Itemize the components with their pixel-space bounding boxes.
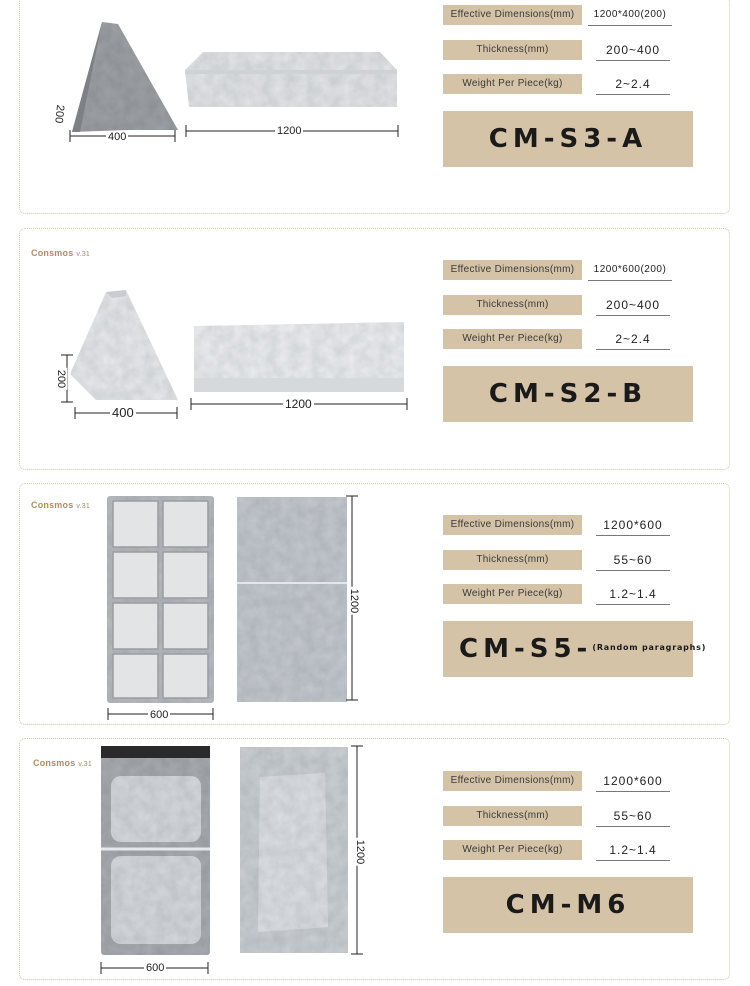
spec-value: 200~400 — [596, 295, 670, 316]
dim-label: 1200 — [348, 588, 361, 614]
brand-tag: v.31 — [78, 761, 92, 768]
spec-value: 1.2~1.4 — [596, 584, 670, 605]
spec-label: Weight Per Piece(kg) — [443, 840, 582, 860]
dim-label: 200 — [55, 369, 68, 389]
brand-name: Consmos — [33, 758, 76, 768]
model-note: (Random paragraphs) — [592, 642, 707, 652]
brand-tag: v.31 — [76, 503, 90, 510]
model-name — [443, 366, 693, 422]
dimension-lines — [100, 492, 370, 720]
spec-value: 55~60 — [596, 806, 670, 827]
spec-label: Weight Per Piece(kg) — [443, 584, 582, 604]
brand-logo — [33, 758, 92, 768]
spec-value: 1.2~1.4 — [596, 840, 670, 861]
spec-value: 1200*600 — [596, 515, 670, 536]
dimension-lines — [55, 350, 415, 420]
brand-name: Consmos — [31, 500, 74, 510]
spec-value: 2~2.4 — [596, 74, 670, 95]
model-text: CM-S3-A — [488, 124, 648, 154]
brand-logo — [31, 248, 90, 258]
model-name — [443, 111, 693, 167]
model-name — [443, 621, 707, 677]
spec-label: Thickness(mm) — [443, 40, 582, 60]
spec-value: 55~60 — [596, 550, 670, 571]
spec-value: 1200*600 — [596, 771, 670, 792]
brand-tag: v.31 — [76, 251, 90, 258]
spec-label: Weight Per Piece(kg) — [443, 74, 582, 94]
spec-label: Thickness(mm) — [443, 550, 582, 570]
spec-value: 1200*600(200) — [588, 260, 672, 281]
spec-value: 2~2.4 — [596, 329, 670, 350]
dim-label: 1200 — [285, 397, 312, 411]
model-text: CM-S5- — [459, 634, 593, 664]
dim-label: 400 — [108, 131, 127, 143]
brand-name: Consmos — [31, 248, 74, 258]
model-name — [443, 877, 693, 933]
dim-label: 1200 — [354, 839, 367, 865]
dim-label: 200 — [52, 104, 67, 124]
spec-label: Weight Per Piece(kg) — [443, 329, 582, 349]
model-text: CM-M6 — [505, 890, 631, 920]
spec-label: Effective Dimensions(mm) — [443, 5, 582, 25]
dim-label: 400 — [112, 405, 134, 420]
spec-label: Effective Dimensions(mm) — [443, 515, 582, 535]
brand-logo — [31, 500, 90, 510]
spec-label: Effective Dimensions(mm) — [443, 260, 582, 280]
dim-label: 1200 — [277, 125, 302, 137]
spec-label: Thickness(mm) — [443, 295, 582, 315]
dim-label: 600 — [146, 962, 165, 974]
dimension-lines — [95, 742, 370, 974]
spec-label: Thickness(mm) — [443, 806, 582, 826]
dim-label: 600 — [150, 709, 169, 721]
spec-label: Effective Dimensions(mm) — [443, 771, 582, 791]
spec-value: 200~400 — [596, 40, 670, 61]
model-text: CM-S2-B — [488, 379, 648, 409]
spec-value: 1200*400(200) — [588, 5, 672, 26]
